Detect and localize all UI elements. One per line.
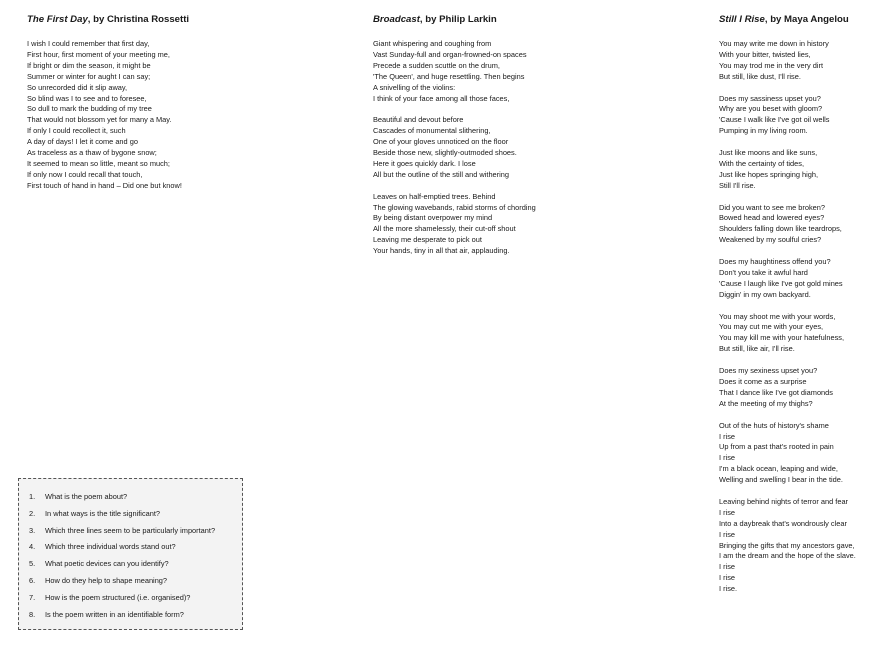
poem-line: Leaving me desperate to pick out [373, 235, 482, 245]
poem-author: , by Christina Rossetti [87, 14, 190, 25]
poem-line: I rise [719, 507, 736, 517]
question-number: 1. [29, 492, 36, 501]
poem-title-italic: Broadcast [373, 14, 420, 25]
poem-body [27, 39, 347, 192]
poem-line: So blind was I to see and to foresee, [27, 93, 147, 103]
poem-line: First touch of hand in hand – Did one but know! [27, 180, 182, 190]
poem-author: , by Maya Angelou [764, 14, 849, 25]
stanza [719, 421, 879, 486]
poem-line: Don't you take it awful hard [719, 267, 808, 277]
poem-line: Cascades of monumental slithering, [373, 126, 491, 136]
poem-title [719, 14, 879, 26]
poem-line: Giant whispering and coughing from [373, 39, 492, 48]
question-text: Is the poem written in an identifiable form? [45, 609, 184, 619]
poem-line: Just like moons and like suns, [719, 148, 818, 158]
poem-line: All but the outline of the still and withering [373, 169, 509, 179]
question-number: 2. [29, 508, 36, 518]
poem-line: I rise [719, 453, 736, 463]
poem-column-larkin [373, 14, 703, 268]
poem-line: You may cut me with your eyes, [719, 322, 824, 332]
question-text: Which three individual words stand out? [45, 542, 176, 552]
question-text: In what ways is the title significant? [45, 508, 161, 518]
question-item [29, 492, 215, 509]
poem-line: At the meeting of my thighs? [719, 398, 813, 408]
poem-line: All the more shamelessly, their cut-off shout [373, 224, 516, 234]
poem-line: Beside those new, slightly-outmoded shoes. [373, 148, 517, 158]
poem-body [373, 39, 703, 257]
stanza [719, 257, 879, 301]
poem-line: One of your gloves unnoticed on the floor [373, 137, 509, 147]
poem-line: By being distant overpower my mind [373, 213, 493, 223]
poem-line: The glowing wavebands, rabid storms of chording [373, 202, 536, 212]
poem-line: Does my sassiness upset you? [719, 93, 821, 103]
question-number: 8. [29, 609, 36, 619]
question-item [29, 559, 215, 576]
poem-line: Weakened by my soulful cries? [719, 235, 822, 245]
poem-line: Precede a sudden scuttle on the drum, [373, 60, 500, 70]
question-item [29, 526, 215, 543]
poem-line: Beautiful and devout before [373, 115, 464, 125]
poem-line: Out of the huts of history's shame [719, 420, 829, 430]
poem-line: If only now I could recall that touch, [27, 169, 143, 179]
poem-line: I think of your face among all those faces, [373, 93, 510, 103]
poem-line: You may shoot me with your words, [719, 311, 836, 321]
poem-line: Your hands, tiny in all that air, applauding. [373, 246, 510, 256]
poem-line: But still, like dust, I'll rise. [719, 71, 801, 81]
question-text: How is the poem structured (i.e. organised)? [45, 592, 191, 602]
poem-column-angelou [719, 14, 879, 606]
poem-line: I rise [719, 431, 736, 441]
poem-line: You may write me down in history [719, 39, 829, 48]
poem-line: Did you want to see me broken? [719, 202, 825, 212]
poem-body [719, 39, 879, 595]
stanza [719, 366, 879, 410]
poem-line: Summer or winter for aught I can say; [27, 71, 151, 81]
question-number: 5. [29, 559, 36, 569]
question-item [29, 576, 215, 593]
poem-line: If only I could recollect it, such [27, 126, 126, 136]
question-number: 6. [29, 575, 36, 585]
stanza [373, 39, 703, 104]
stanza [719, 148, 879, 192]
poem-line: So dull to mark the budding of my tree [27, 104, 152, 114]
poem-line: If bright or dim the season, it might be [27, 60, 151, 70]
poem-line: First hour, first moment of your meeting me, [27, 49, 170, 59]
poem-line: Does my sexiness upset you? [719, 366, 818, 376]
question-item [29, 593, 215, 610]
question-number: 4. [29, 542, 36, 552]
stanza [719, 203, 879, 247]
stanza [719, 497, 879, 595]
poem-title [373, 14, 703, 26]
poem-line: That would not blossom yet for many a May. [27, 115, 172, 125]
poem-line: You may trod me in the very dirt [719, 60, 824, 70]
poem-line: Shoulders falling down like teardrops, [719, 224, 842, 234]
poem-line: Does it come as a surprise [719, 377, 807, 386]
poem-line: A snivelling of the violins: [373, 82, 456, 92]
stanza [719, 39, 879, 83]
stanza [373, 115, 703, 180]
poem-line: I rise [719, 573, 736, 583]
poem-line: I rise. [719, 584, 738, 594]
poem-title-italic: Still I Rise [719, 14, 765, 25]
poem-line: Diggin' in my own backyard. [719, 289, 811, 299]
poem-line: I rise [719, 562, 736, 572]
stanza [27, 39, 347, 192]
question-text: What is the poem about? [45, 492, 128, 501]
poem-line: You may kill me with your hatefulness, [719, 333, 845, 343]
poem-line: I rise [719, 529, 736, 539]
poem-line: Pumping in my living room. [719, 126, 808, 136]
poem-line: Welling and swelling I bear in the tide. [719, 475, 843, 485]
poem-line: With the certainty of tides, [719, 158, 805, 168]
poem-line: I'm a black ocean, leaping and wide, [719, 464, 838, 474]
poem-line: Leaves on half-emptied trees. Behind [373, 191, 496, 201]
poem-line: With your bitter, twisted lies, [719, 49, 811, 59]
poem-line: Does my haughtiness offend you? [719, 257, 831, 267]
poem-line: I am the dream and the hope of the slave. [719, 551, 856, 561]
stanza [719, 312, 879, 356]
poem-line: 'The Queen', and huge resettling. Then begins [373, 71, 525, 81]
questions-list [29, 492, 215, 626]
poem-line: But still, like air, I'll rise. [719, 344, 795, 354]
poem-line: Leaving behind nights of terror and fear [719, 496, 849, 506]
poem-line: Into a daybreak that's wondrously clear [719, 518, 847, 528]
poem-line: Why are you beset with gloom? [719, 104, 823, 114]
question-text: How do they help to shape meaning? [45, 575, 168, 585]
question-number: 3. [29, 525, 36, 535]
question-text: What poetic devices can you identify? [45, 559, 169, 569]
poem-line: Here it goes quickly dark. I lose [373, 158, 476, 168]
poem-line: That I dance like I've got diamonds [719, 387, 833, 397]
question-item [29, 542, 215, 559]
poem-line: So unrecorded did it slip away, [27, 82, 128, 92]
poem-line: It seemed to mean so little, meant so much; [27, 158, 170, 168]
poem-line: Vast Sunday-full and organ-frowned-on spaces [373, 49, 527, 59]
poem-line: A day of days! I let it come and go [27, 137, 138, 147]
question-number: 7. [29, 592, 36, 602]
poem-author: , by Philip Larkin [419, 14, 497, 25]
poem-line: Bringing the gifts that my ancestors gave, [719, 540, 855, 550]
poem-line: As traceless as a thaw of bygone snow; [27, 148, 157, 158]
stanza [373, 192, 703, 257]
poem-line: Still I'll rise. [719, 180, 756, 190]
question-item [29, 610, 215, 627]
stanza [719, 94, 879, 138]
poem-column-rossetti [27, 14, 347, 203]
poem-title-italic: The First Day [27, 14, 88, 25]
poem-title [27, 14, 347, 26]
question-text: Which three lines seem to be particularly important? [45, 525, 216, 535]
question-item [29, 509, 215, 526]
poem-line: Up from a past that's rooted in pain [719, 442, 834, 452]
poem-line: 'Cause I laugh like I've got gold mines [719, 278, 843, 288]
questions-box [18, 478, 243, 630]
poem-line: Just like hopes springing high, [719, 169, 819, 179]
poem-line: 'Cause I walk like I've got oil wells [719, 115, 830, 125]
poem-line: Bowed head and lowered eyes? [719, 213, 825, 223]
poem-line: I wish I could remember that first day, [27, 39, 150, 48]
